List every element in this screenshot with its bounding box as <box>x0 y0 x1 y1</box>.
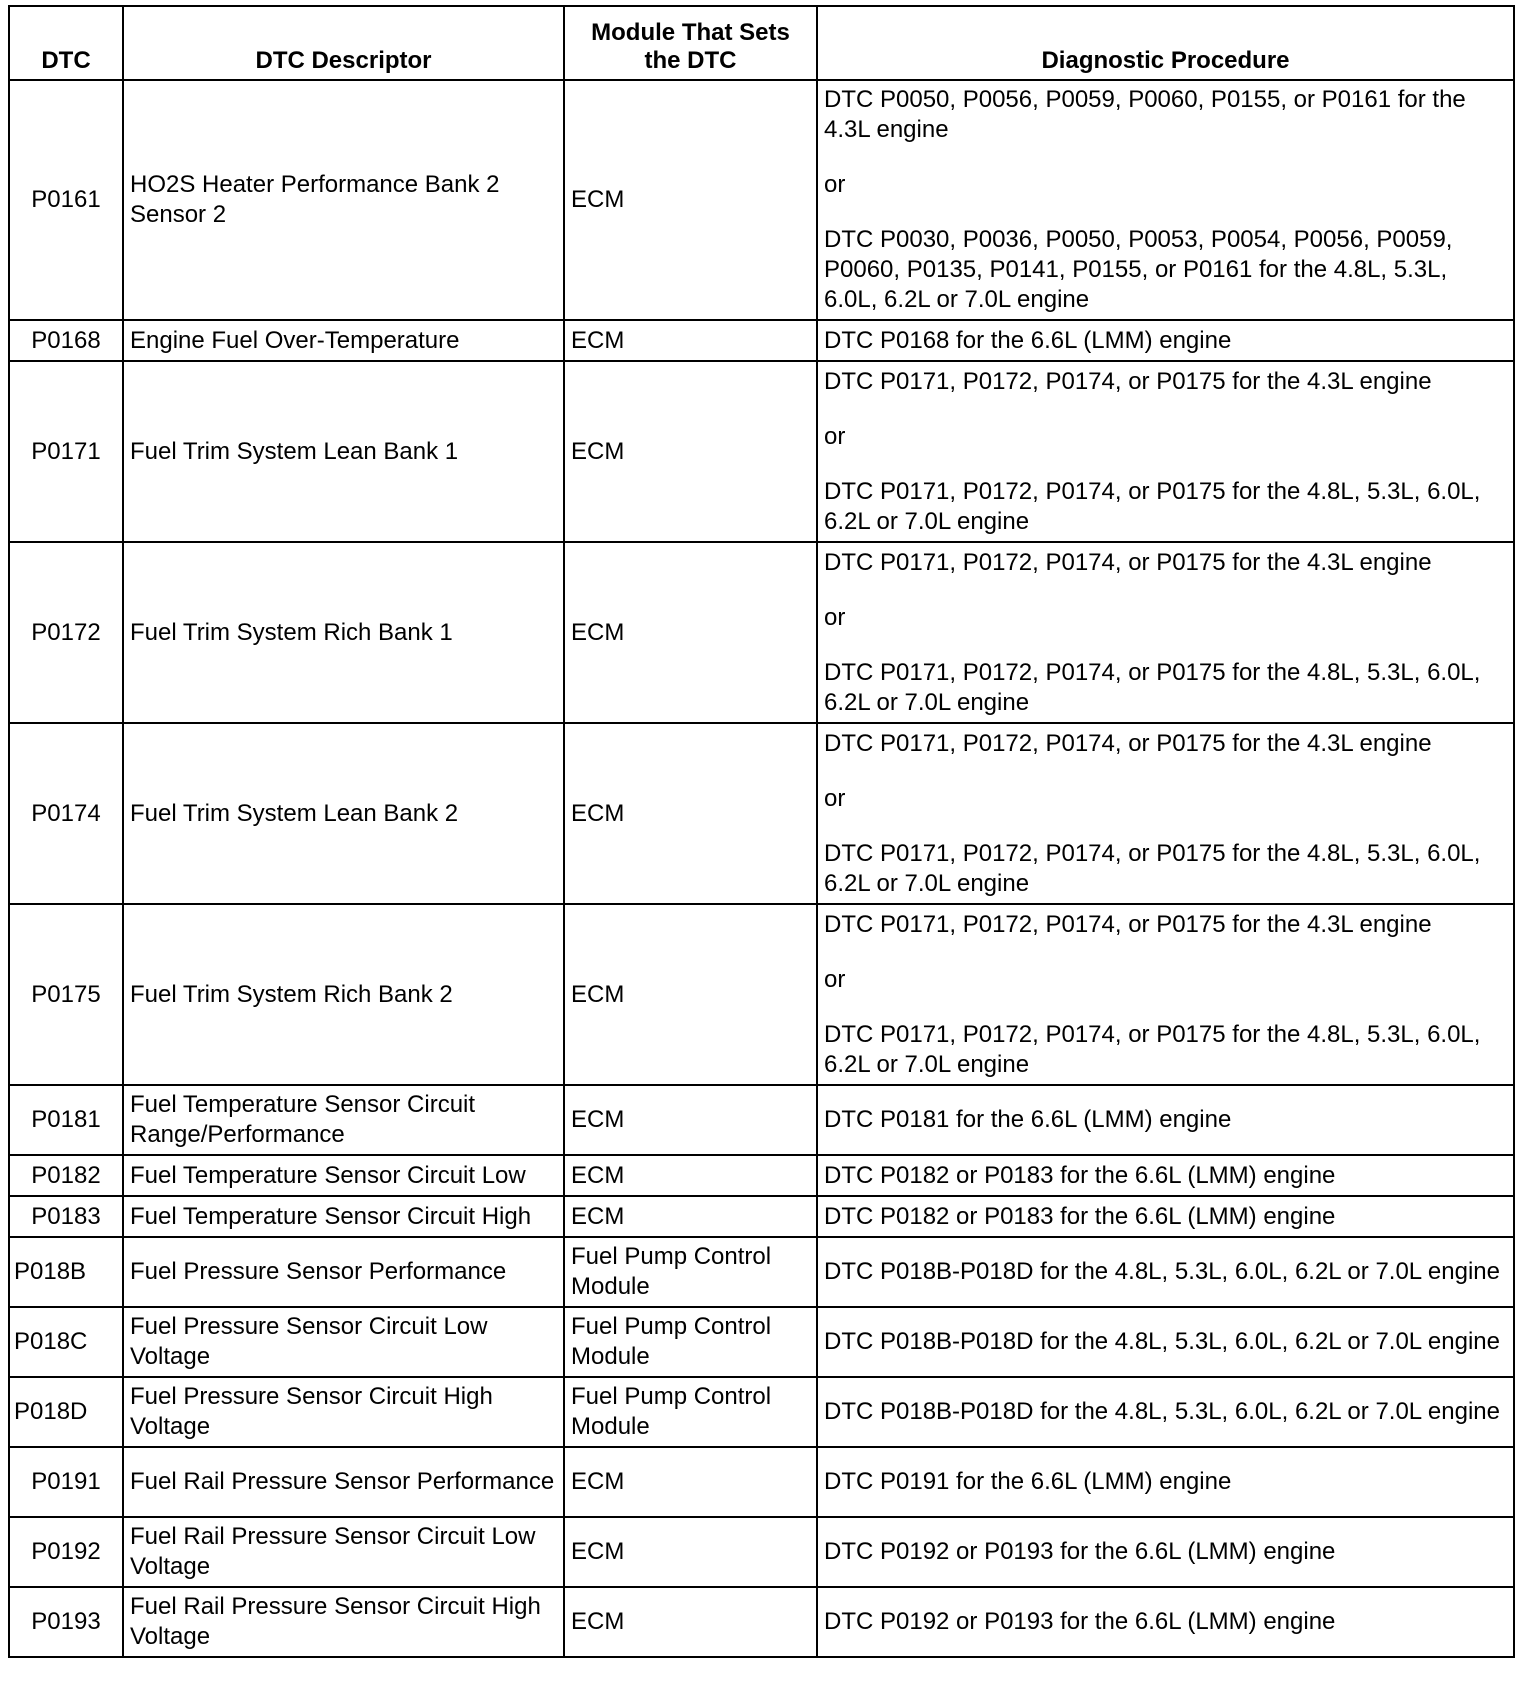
dtc-descriptor: Fuel Pressure Sensor Circuit Low Voltage <box>123 1307 564 1377</box>
dtc-procedure <box>817 361 1514 542</box>
dtc-code: P0175 <box>9 904 123 1085</box>
dtc-module: ECM <box>564 80 817 320</box>
procedure-option-2: DTC P0171, P0172, P0174, or P0175 for the 4.8L, 5.3L, 6.0L, 6.2L or 7.0L engine <box>824 839 1481 897</box>
procedure-option-1: DTC P0171, P0172, P0174, or P0175 for the 4.3L engine <box>824 548 1432 576</box>
dtc-descriptor: Fuel Rail Pressure Sensor Circuit Low Voltage <box>123 1517 564 1587</box>
table-row <box>9 1085 1514 1155</box>
table-row <box>9 1447 1514 1517</box>
dtc-descriptor: Fuel Pressure Sensor Circuit High Voltage <box>123 1377 564 1447</box>
table-row <box>9 1196 1514 1237</box>
dtc-procedure: DTC P0192 or P0193 for the 6.6L (LMM) engine <box>817 1517 1514 1587</box>
dtc-code: P0182 <box>9 1155 123 1196</box>
table-row <box>9 1155 1514 1196</box>
dtc-descriptor: Fuel Trim System Rich Bank 2 <box>123 904 564 1085</box>
dtc-descriptor: Fuel Trim System Lean Bank 2 <box>123 723 564 904</box>
dtc-code: P018B <box>9 1237 123 1307</box>
table-row <box>9 1307 1514 1377</box>
dtc-procedure: DTC P0182 or P0183 for the 6.6L (LMM) engine <box>817 1196 1514 1237</box>
table-row <box>9 1587 1514 1657</box>
procedure-or: or <box>824 965 846 993</box>
header-module-line2: the DTC <box>644 47 737 74</box>
dtc-module: Fuel Pump Control Module <box>564 1377 817 1447</box>
header-dtc: DTC <box>9 6 123 80</box>
header-module <box>564 6 817 80</box>
dtc-descriptor: Fuel Rail Pressure Sensor Performance <box>123 1447 564 1517</box>
dtc-descriptor: Engine Fuel Over-Temperature <box>123 320 564 361</box>
table-row <box>9 1377 1514 1447</box>
procedure-option-1: DTC P0171, P0172, P0174, or P0175 for the 4.3L engine <box>824 729 1432 757</box>
procedure-or: or <box>824 422 846 450</box>
header-descriptor: DTC Descriptor <box>123 6 564 80</box>
dtc-module: ECM <box>564 1517 817 1587</box>
dtc-module: ECM <box>564 542 817 723</box>
dtc-descriptor: HO2S Heater Performance Bank 2 Sensor 2 <box>123 80 564 320</box>
dtc-procedure: DTC P018B-P018D for the 4.8L, 5.3L, 6.0L, 6.2L or 7.0L engine <box>817 1307 1514 1377</box>
table-row <box>9 1237 1514 1307</box>
procedure-option-1: DTC P0050, P0056, P0059, P0060, P0155, or P0161 for the 4.3L engine <box>824 86 1466 143</box>
dtc-descriptor: Fuel Pressure Sensor Performance <box>123 1237 564 1307</box>
table-row <box>9 80 1514 320</box>
dtc-procedure <box>817 723 1514 904</box>
procedure-or: or <box>824 171 846 198</box>
procedure-option-2: DTC P0171, P0172, P0174, or P0175 for the 4.8L, 5.3L, 6.0L, 6.2L or 7.0L engine <box>824 1020 1481 1078</box>
dtc-descriptor: Fuel Trim System Rich Bank 1 <box>123 542 564 723</box>
dtc-procedure <box>817 904 1514 1085</box>
procedure-or: or <box>824 784 846 812</box>
table-row <box>9 542 1514 723</box>
dtc-module: ECM <box>564 1085 817 1155</box>
procedure-or: or <box>824 603 846 631</box>
dtc-module: ECM <box>564 723 817 904</box>
dtc-code: P0193 <box>9 1587 123 1657</box>
dtc-procedure: DTC P018B-P018D for the 4.8L, 5.3L, 6.0L, 6.2L or 7.0L engine <box>817 1237 1514 1307</box>
dtc-code: P0183 <box>9 1196 123 1237</box>
procedure-option-1: DTC P0171, P0172, P0174, or P0175 for the 4.3L engine <box>824 367 1432 395</box>
dtc-procedure: DTC P0192 or P0193 for the 6.6L (LMM) engine <box>817 1587 1514 1657</box>
procedure-option-2: DTC P0171, P0172, P0174, or P0175 for the 4.8L, 5.3L, 6.0L, 6.2L or 7.0L engine <box>824 658 1481 716</box>
dtc-code: P0191 <box>9 1447 123 1517</box>
table-row <box>9 361 1514 542</box>
dtc-code: P018D <box>9 1377 123 1447</box>
table-row <box>9 904 1514 1085</box>
dtc-module: ECM <box>564 361 817 542</box>
dtc-table <box>8 5 1515 1658</box>
dtc-descriptor: Fuel Rail Pressure Sensor Circuit High Voltage <box>123 1587 564 1657</box>
dtc-procedure: DTC P0182 or P0183 for the 6.6L (LMM) engine <box>817 1155 1514 1196</box>
dtc-module: ECM <box>564 1587 817 1657</box>
dtc-code: P018C <box>9 1307 123 1377</box>
dtc-code: P0161 <box>9 80 123 320</box>
header-row <box>9 6 1514 80</box>
dtc-procedure: DTC P0181 for the 6.6L (LMM) engine <box>817 1085 1514 1155</box>
dtc-module: Fuel Pump Control Module <box>564 1307 817 1377</box>
dtc-module: ECM <box>564 320 817 361</box>
dtc-code: P0171 <box>9 361 123 542</box>
dtc-code: P0174 <box>9 723 123 904</box>
dtc-procedure: DTC P018B-P018D for the 4.8L, 5.3L, 6.0L, 6.2L or 7.0L engine <box>817 1377 1514 1447</box>
dtc-code: P0181 <box>9 1085 123 1155</box>
dtc-module: ECM <box>564 1196 817 1237</box>
procedure-option-2: DTC P0030, P0036, P0050, P0053, P0054, P0056, P0059, P0060, P0135, P0141, P0155, or P0161 for the 4.8L, 5.3L, 6.0L, 6.2L or 7.0L engine <box>824 226 1453 313</box>
procedure-option-1: DTC P0171, P0172, P0174, or P0175 for the 4.3L engine <box>824 910 1432 938</box>
dtc-code: P0168 <box>9 320 123 361</box>
dtc-module: ECM <box>564 1447 817 1517</box>
table-row <box>9 320 1514 361</box>
dtc-module: Fuel Pump Control Module <box>564 1237 817 1307</box>
dtc-code: P0172 <box>9 542 123 723</box>
header-module-line1: Module That Sets <box>591 19 790 46</box>
dtc-code: P0192 <box>9 1517 123 1587</box>
dtc-procedure: DTC P0191 for the 6.6L (LMM) engine <box>817 1447 1514 1517</box>
procedure-option-2: DTC P0171, P0172, P0174, or P0175 for the 4.8L, 5.3L, 6.0L, 6.2L or 7.0L engine <box>824 477 1481 535</box>
dtc-descriptor: Fuel Trim System Lean Bank 1 <box>123 361 564 542</box>
table-row <box>9 1517 1514 1587</box>
dtc-descriptor: Fuel Temperature Sensor Circuit Low <box>123 1155 564 1196</box>
dtc-procedure <box>817 542 1514 723</box>
dtc-module: ECM <box>564 904 817 1085</box>
dtc-descriptor: Fuel Temperature Sensor Circuit Range/Performance <box>123 1085 564 1155</box>
dtc-module: ECM <box>564 1155 817 1196</box>
table-row <box>9 723 1514 904</box>
header-procedure: Diagnostic Procedure <box>817 6 1514 80</box>
dtc-descriptor: Fuel Temperature Sensor Circuit High <box>123 1196 564 1237</box>
dtc-procedure: DTC P0168 for the 6.6L (LMM) engine <box>817 320 1514 361</box>
dtc-procedure <box>817 80 1514 320</box>
